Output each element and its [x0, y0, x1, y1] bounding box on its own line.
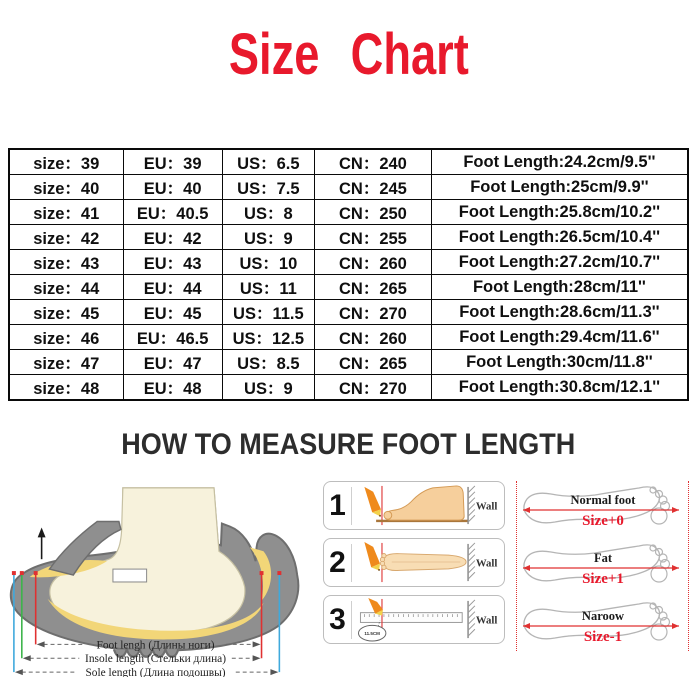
step3-ruler-icon — [352, 597, 500, 642]
table-cell: US：11 — [222, 275, 314, 300]
sole-length-label: Sole length (Длина подошвы) — [85, 667, 226, 677]
foot-outline-icon — [511, 541, 695, 593]
table-row — [9, 300, 688, 325]
foot-length-label: Foot lengh (Длины ноги) — [96, 639, 215, 652]
table-cell: CN：265 — [315, 275, 432, 300]
measure-heading: HOW TO MEASURE FOOT LENGTH — [121, 428, 576, 461]
table-cell: size：44 — [9, 275, 123, 300]
table-cell: EU：48 — [123, 375, 222, 401]
table-cell: size：42 — [9, 225, 123, 250]
step-card-3 — [323, 595, 505, 644]
table-cell: size：46 — [9, 325, 123, 350]
page-title: Size Chart — [228, 22, 469, 87]
step1-foot-side-icon — [352, 483, 500, 528]
dotted-guide-left — [516, 481, 517, 651]
table-cell: US：10 — [222, 250, 314, 275]
table-row — [9, 200, 688, 225]
table-cell: Foot Length:24.2cm/9.5'' — [431, 149, 688, 175]
foot-type-name: Fat — [593, 551, 613, 565]
table-cell: size：48 — [9, 375, 123, 401]
step-card-2 — [323, 538, 505, 587]
table-cell: EU：45 — [123, 300, 222, 325]
table-cell: CN：260 — [315, 325, 432, 350]
arrow-right-2 — [253, 655, 261, 661]
pencil-icon — [364, 542, 380, 571]
toes-icon — [650, 487, 670, 524]
foot-outline-icon — [511, 483, 695, 535]
foot-type-size: Size+0 — [582, 513, 624, 529]
table-cell: size：43 — [9, 250, 123, 275]
measure-section — [2, 481, 695, 682]
table-cell: US：9 — [222, 375, 314, 401]
arrow-right-1 — [253, 641, 261, 647]
table-cell: EU：43 — [123, 250, 222, 275]
table-row — [9, 375, 688, 401]
foot-type-name: Normal foot — [570, 493, 636, 507]
step-number: 2 — [329, 545, 346, 579]
table-row — [9, 275, 688, 300]
table-cell: size：47 — [9, 350, 123, 375]
dotted-guide-right — [688, 481, 689, 651]
table-cell: EU：40.5 — [123, 200, 222, 225]
arrow-right-3 — [270, 669, 278, 675]
table-row — [9, 350, 688, 375]
arrow-left-1 — [37, 641, 45, 647]
step-number: 3 — [329, 602, 346, 636]
table-cell: CN：265 — [315, 350, 432, 375]
table-cell: EU：42 — [123, 225, 222, 250]
table-cell: EU：44 — [123, 275, 222, 300]
arrow-left-3 — [15, 669, 23, 675]
table-cell: US：11.5 — [222, 300, 314, 325]
table-cell: Foot Length:28.6cm/11.3'' — [431, 300, 688, 325]
foot-outline-icon — [511, 599, 695, 651]
table-cell: US：7.5 — [222, 175, 314, 200]
ruler-value-label: 11.5CM — [364, 631, 380, 637]
table-row — [9, 175, 688, 200]
table-cell: Foot Length:27.2cm/10.7'' — [431, 250, 688, 275]
table-cell: Foot Length:26.5cm/10.4'' — [431, 225, 688, 250]
foot-types-panel — [511, 481, 695, 651]
table-cell: Foot Length:30cm/11.8'' — [431, 350, 688, 375]
table-row — [9, 225, 688, 250]
size-table-body — [9, 149, 688, 400]
table-row — [9, 250, 688, 275]
page-header — [0, 22, 697, 87]
foot-type-fat — [511, 541, 695, 593]
table-cell: size：39 — [9, 149, 123, 175]
table-cell: CN：250 — [315, 200, 432, 225]
shoe-diagram — [2, 481, 317, 677]
ruler-icon — [360, 613, 462, 623]
table-cell: size：45 — [9, 300, 123, 325]
table-cell: Foot Length:30.8cm/12.1'' — [431, 375, 688, 401]
table-cell: US：9 — [222, 225, 314, 250]
table-cell: Foot Length:25cm/9.9'' — [431, 175, 688, 200]
table-cell: CN：260 — [315, 250, 432, 275]
table-cell: US：8.5 — [222, 350, 314, 375]
foot-type-size: Size-1 — [583, 629, 623, 645]
table-row — [9, 325, 688, 350]
table-cell: EU：40 — [123, 175, 222, 200]
table-cell: CN：270 — [315, 375, 432, 401]
arrow-left-2 — [23, 655, 31, 661]
step-number: 1 — [329, 488, 346, 522]
table-cell: CN：270 — [315, 300, 432, 325]
table-cell: CN：245 — [315, 175, 432, 200]
step2-foot-top-icon — [352, 540, 500, 585]
insole-length-label: Insole length (Стельки длина) — [85, 653, 227, 666]
table-cell: CN：255 — [315, 225, 432, 250]
table-cell: US：12.5 — [222, 325, 314, 350]
pencil-icon — [364, 487, 381, 517]
table-cell: size：40 — [9, 175, 123, 200]
foot-type-narrow — [511, 599, 695, 651]
measure-steps — [323, 481, 505, 644]
table-cell: size：41 — [9, 200, 123, 225]
wall-label: Wall — [475, 614, 498, 627]
table-cell: Foot Length:25.8cm/10.2'' — [431, 200, 688, 225]
toes-icon — [650, 603, 670, 640]
table-cell: US：8 — [222, 200, 314, 225]
up-arrow-head — [38, 527, 46, 537]
foot-type-name: Naroow — [581, 609, 625, 623]
table-cell: Foot Length:29.4cm/11.6'' — [431, 325, 688, 350]
table-cell: EU：47 — [123, 350, 222, 375]
toe-tab — [113, 569, 147, 582]
step-card-1 — [323, 481, 505, 530]
wall-label: Wall — [475, 500, 498, 513]
table-cell: US：6.5 — [222, 149, 314, 175]
shoe-diagram-panel — [2, 481, 317, 682]
table-cell: Foot Length:28cm/11'' — [431, 275, 688, 300]
foot-type-normal — [511, 483, 695, 535]
foot-type-size: Size+1 — [582, 571, 624, 587]
table-row — [9, 149, 688, 175]
table-cell: EU：39 — [123, 149, 222, 175]
size-chart-table — [8, 148, 689, 401]
table-cell: EU：46.5 — [123, 325, 222, 350]
table-cell: CN：240 — [315, 149, 432, 175]
toes-icon — [650, 545, 670, 582]
measure-section-header — [0, 430, 697, 460]
wall-label: Wall — [475, 557, 498, 570]
